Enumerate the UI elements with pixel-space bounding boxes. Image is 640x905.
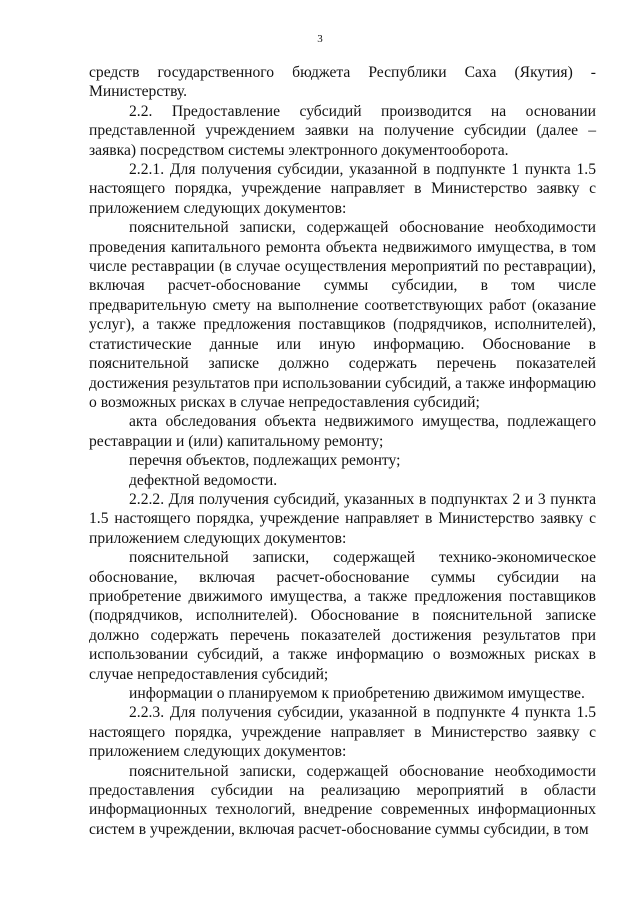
paragraph-2-2: 2.2. Предоставление субсидий производится на основании представленной учреждением заявки на получение субсидии (далее – заявка) посредством системы электронного документооборота. — [89, 102, 596, 159]
list-item-feasibility-note: пояснительной записки, содержащей технико-экономическое обоснование, включая расчет-обоснование суммы субсидии на приобретение движимого имущества, а также предложения поставщиков (подрядчиков, исполнителей). Обоснование в пояснительной записке должно содержать перечень показателей достижения результатов при использовании субсидий, а также информацию о возможных рисках в случае непредоставления субсидий; — [89, 549, 596, 683]
list-item-explanatory-note: пояснительной записки, содержащей обоснование необходимости проведения капитального ремонта объекта недвижимого имущества, в том числе реставрации (в случае осуществления мероприятий по реставрации), включая расчет-обоснование суммы субсидии, в том числе предварительную смету на выполнение соответствующих работ (оказание услуг), а также предложения поставщиков (подрядчиков, исполнителей), статистические данные или иную информацию. Обоснование в пояснительной записке должно содержать перечень показателей достижения результатов при использовании субсидий, а также информацию о возможных рисках в случае непредоставления субсидий; — [89, 219, 596, 411]
paragraph-2-2-1: 2.2.1. Для получения субсидии, указанной в подпункте 1 пункта 1.5 настоящего порядка, учреждение направляет в Министерство заявку с приложением следующих документов: — [89, 161, 596, 217]
page-number: 3 — [317, 33, 323, 45]
list-item-defect-statement: дефектной ведомости. — [129, 471, 278, 489]
list-item-inspection-act: акта обследования объекта недвижимого имущества, подлежащего реставрации и (или) капитальному ремонту; — [89, 413, 596, 450]
paragraph-2-2-3: 2.2.3. Для получения субсидии, указанной в подпункте 4 пункта 1.5 настоящего порядка, учреждение направляет в Министерство заявку с приложением следующих документов: — [89, 704, 596, 761]
list-item-it-explanatory-note: пояснительной записки, содержащей обоснование необходимости предоставления субсидии на реализацию мероприятий в области информационных технологий, внедрение современных информационных систем в учреждении, включая расчет-обоснование суммы субсидии, в том — [89, 762, 596, 838]
paragraph-2-2-2: 2.2.2. Для получения субсидий, указанных в подпунктах 2 и 3 пункта 1.5 настоящего порядка, учреждение направляет в Министерство заявку с приложением следующих документов: — [89, 490, 596, 547]
document-body — [89, 63, 596, 839]
paragraph-continuation: средств государственного бюджета Республики Саха (Якутия) - Министерству. — [89, 64, 596, 101]
list-item-movable-property-info: информации о планируемом к приобретению движимом имуществе. — [129, 685, 585, 702]
list-item-objects-list: перечня объектов, подлежащих ремонту; — [129, 452, 401, 470]
